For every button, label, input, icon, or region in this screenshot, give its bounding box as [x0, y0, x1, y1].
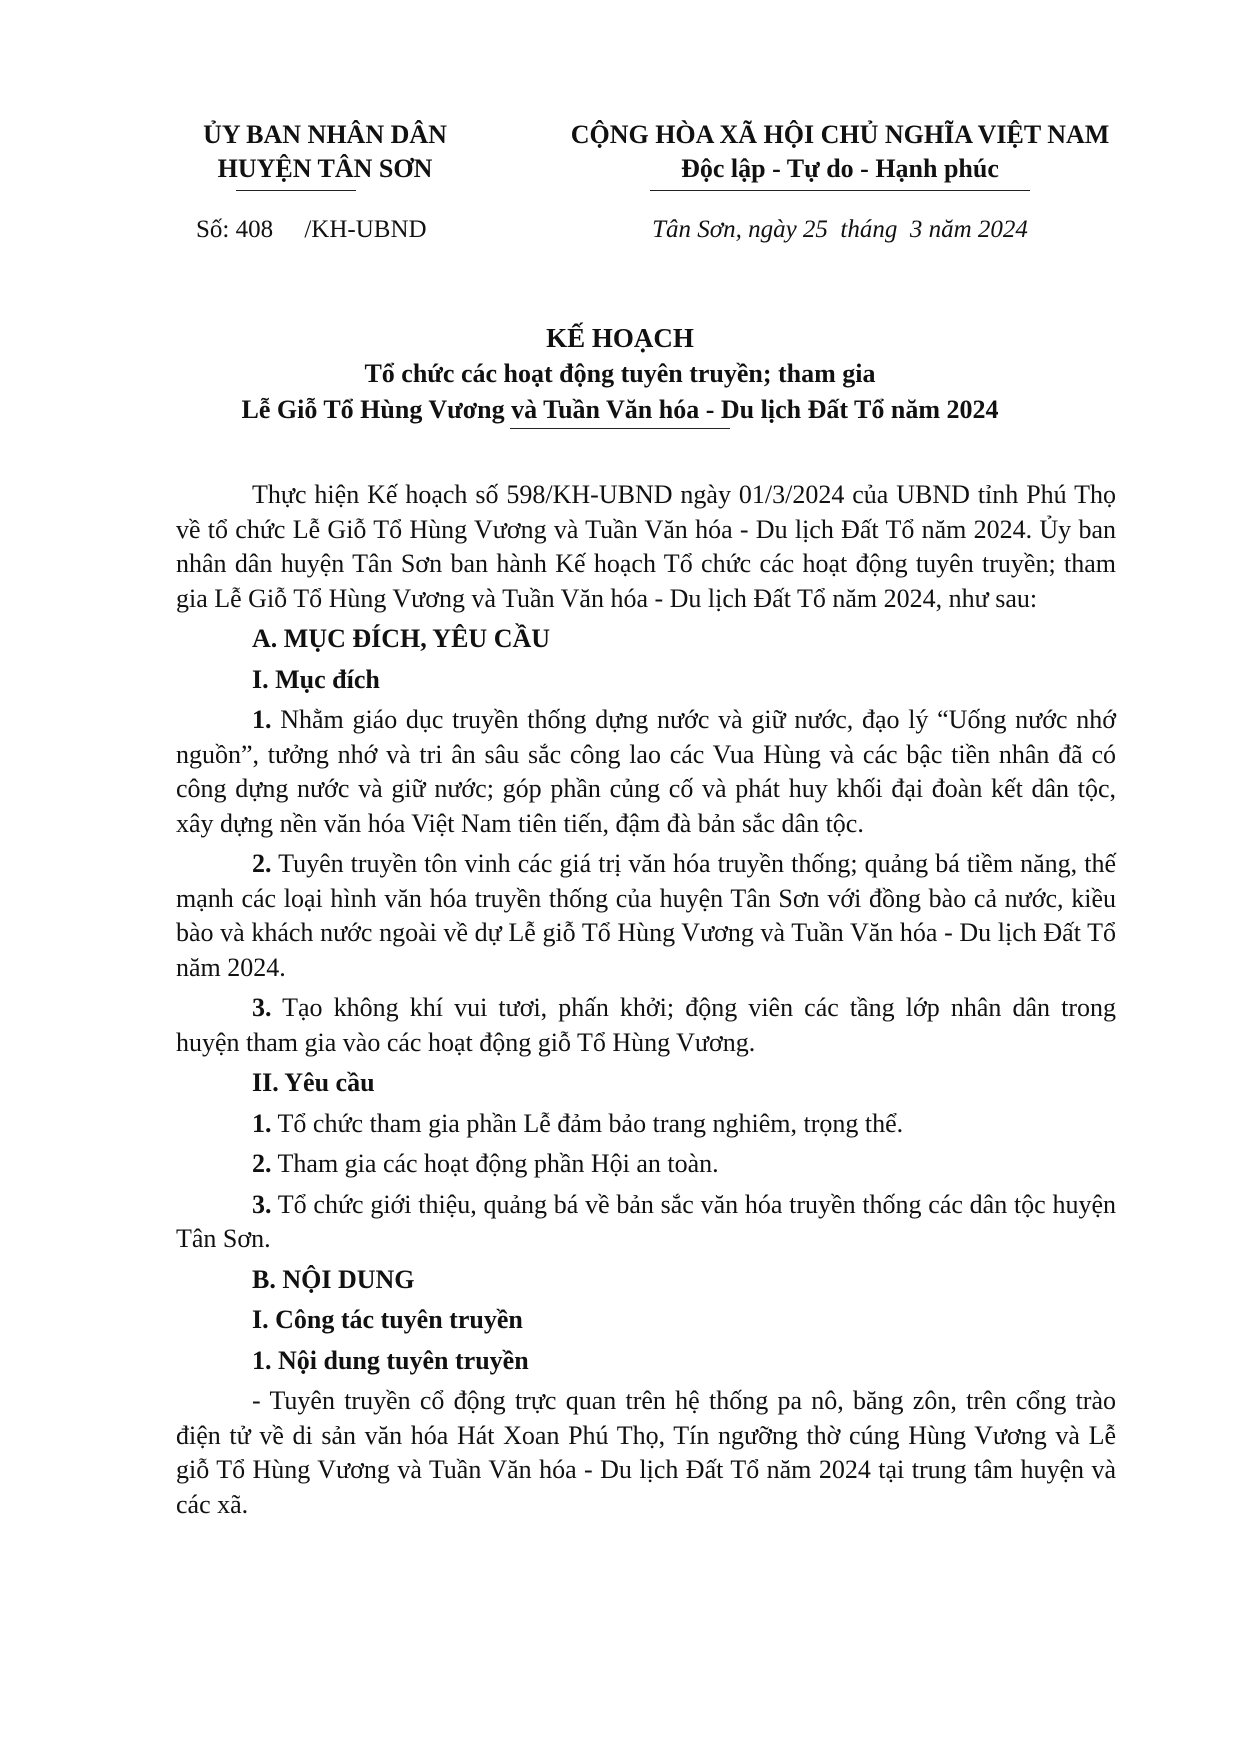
title-underline — [510, 428, 730, 429]
nation-name: CỘNG HÒA XÃ HỘI CHỦ NGHĨA VIỆT NAM — [570, 120, 1110, 149]
subsection-requirements-heading: II. Yêu cầu — [252, 1068, 375, 1097]
purpose-item-3 — [176, 991, 1116, 1060]
section-b-heading: B. NỘI DUNG — [252, 1264, 415, 1294]
item-text: Tổ chức tham gia phần Lễ đảm bảo trang nghiêm, trọng thể. — [271, 1108, 904, 1138]
item-number: 2. — [252, 1149, 272, 1178]
item-text: Nhằm giáo dục truyền thống dựng nước và giữ nước, đạo lý “Uống nước nhớ nguồn”, tưởng nhớ và tri ân sâu sắc công lao các Vua Hùng và các bậc tiền nhân đã có công dựng nước và giữ nước; góp phần củng cố và phát huy khối đại đoàn kết dân tộc, xây dựng nền văn hóa Việt Nam tiên tiến, đậm đà bản sắc dân tộc. — [176, 705, 1116, 838]
title-line-1: KẾ HOẠCH — [546, 323, 694, 353]
purpose-item-1 — [176, 703, 1116, 841]
item-text: Tham gia các hoạt động phần Hội an toàn. — [271, 1149, 719, 1178]
subsection-purpose-heading: I. Mục đích — [252, 664, 380, 694]
item-text: Tuyên truyền tôn vinh các giá trị văn hóa truyền thống; quảng bá tiềm năng, thế mạnh các loại hình văn hóa truyền thống của huyện Tân Sơn với đồng bào cả nước, kiều bào và khách nước ngoài về dự Lễ giỗ Tổ Hùng Vương và Tuần Văn hóa - Du lịch Đất Tổ năm 2024. — [176, 849, 1116, 982]
item-number: 3. — [252, 993, 272, 1022]
item-number: 2. — [252, 849, 272, 878]
requirement-item-1 — [176, 1107, 1116, 1142]
document-body — [176, 478, 1116, 1528]
requirement-item-2 — [176, 1147, 1116, 1182]
purpose-item-2 — [176, 847, 1116, 985]
document-date: Tân Sơn, ngày 25 tháng 3 năm 2024 — [652, 216, 1028, 243]
title-line-2: Tổ chức các hoạt động tuyên truyền; tham gia — [364, 359, 876, 388]
subsection-propaganda-heading: I. Công tác tuyên truyền — [252, 1305, 523, 1334]
section-a-heading: A. MỤC ĐÍCH, YÊU CẦU — [252, 624, 551, 653]
national-header — [540, 118, 1140, 186]
item-number: 3. — [252, 1189, 272, 1219]
authority-line-1: ỦY BAN NHÂN DÂN — [203, 120, 447, 149]
national-motto: Độc lập - Tự do - Hạnh phúc — [681, 154, 999, 183]
document-number: Số: 408 /KH-UBND — [196, 216, 427, 243]
requirement-item-3 — [176, 1188, 1116, 1257]
item-number: 1. — [252, 1108, 272, 1138]
propaganda-content-paragraph: - Tuyên truyền cổ động trực quan trên hệ thống pa nô, băng zôn, trên cổng trào điện tử về di sản văn hóa Hát Xoan Phú Thọ, Tín ngưỡng thờ cúng Hùng Vương và Lễ giỗ Tổ Hùng Vương và Tuần Văn hóa - Du lịch Đất Tổ năm 2024 tại trung tâm huyện và các xã. — [176, 1386, 1116, 1519]
document-title — [120, 320, 1120, 428]
authority-underline — [236, 190, 356, 191]
item-text: Tổ chức giới thiệu, quảng bá về bản sắc văn hóa truyền thống các dân tộc huyện Tân Sơn. — [176, 1189, 1116, 1253]
intro-paragraph: Thực hiện Kế hoạch số 598/KH-UBND ngày 01/3/2024 của UBND tỉnh Phú Thọ về tổ chức Lễ Giỗ Tổ Hùng Vương và Tuần Văn hóa - Du lịch Đất Tổ năm 2024. Ủy ban nhân dân huyện Tân Sơn ban hành Kế hoạch Tổ chức các hoạt động tuyên truyền; tham gia Lễ Giỗ Tổ Hùng Vương và Tuần Văn hóa - Du lịch Đất Tổ năm 2024, như sau: — [176, 480, 1116, 613]
motto-underline — [650, 190, 1030, 191]
item-text: Tạo không khí vui tươi, phấn khởi; động viên các tầng lớp nhân dân trong huyện tham gia vào các hoạt động giỗ Tổ Hùng Vương. — [176, 993, 1116, 1057]
issuing-authority — [160, 118, 490, 186]
title-line-3: Lễ Giỗ Tổ Hùng Vương và Tuần Văn hóa - Du lịch Đất Tổ năm 2024 — [241, 395, 999, 424]
item-number: 1. — [252, 705, 272, 734]
propaganda-content-heading: 1. Nội dung tuyên truyền — [252, 1345, 529, 1375]
authority-line-2: HUYỆN TÂN SƠN — [217, 154, 433, 183]
